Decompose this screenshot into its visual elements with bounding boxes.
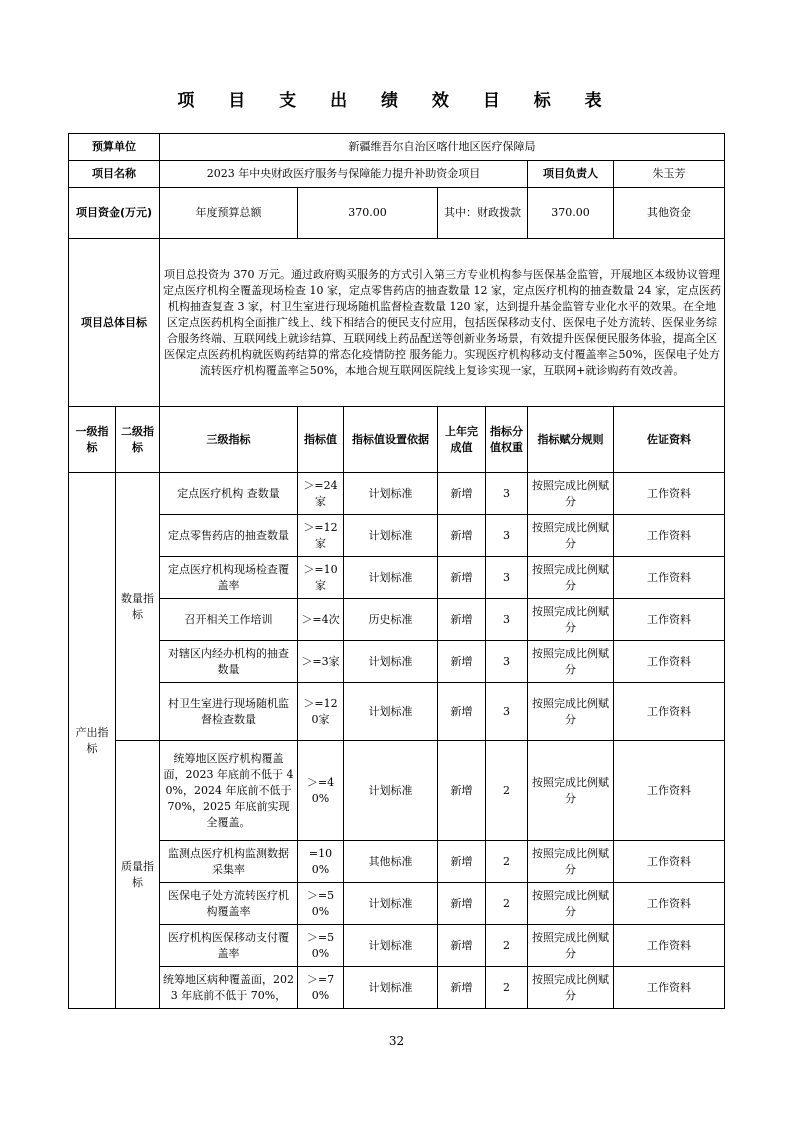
indicator-rule: 按照完成比例赋分 bbox=[528, 967, 614, 1009]
performance-goal-table bbox=[68, 133, 725, 1009]
indicator-weight: 3 bbox=[486, 473, 528, 515]
indicator-value: ＞=4次 bbox=[298, 599, 344, 641]
indicator-weight: 2 bbox=[486, 967, 528, 1009]
overall-goal-row bbox=[69, 239, 725, 407]
indicator-value: ＞=3家 bbox=[298, 641, 344, 683]
indicator-rule: 按照完成比例赋分 bbox=[528, 515, 614, 557]
table-row bbox=[69, 641, 725, 683]
other-funds-label: 其他资金 bbox=[614, 188, 725, 239]
project-name-row bbox=[69, 161, 725, 188]
indicator-weight: 3 bbox=[486, 515, 528, 557]
indicator-value: ＞=10家 bbox=[298, 557, 344, 599]
indicator-rule: 按照完成比例赋分 bbox=[528, 841, 614, 883]
indicator-weight: 2 bbox=[486, 741, 528, 841]
table-row bbox=[69, 925, 725, 967]
header-last-year: 上年完成值 bbox=[438, 407, 486, 473]
indicator-value: ＞=50% bbox=[298, 925, 344, 967]
indicator-last-year: 新增 bbox=[438, 841, 486, 883]
indicator-name: 定点医疗机构 查数量 bbox=[160, 473, 298, 515]
indicator-name: 统筹地区医疗机构覆盖面，2023 年底前不低于 40%，2024 年底前不低于 70%，2025 年底前实现全覆盖。 bbox=[160, 741, 298, 841]
header-scoring: 指标赋分规则 bbox=[528, 407, 614, 473]
indicator-evidence: 工作资料 bbox=[614, 925, 725, 967]
indicator-evidence: 工作资料 bbox=[614, 473, 725, 515]
indicator-name: 对辖区内经办机构的抽查数量 bbox=[160, 641, 298, 683]
indicator-basis: 计划标准 bbox=[344, 967, 438, 1009]
indicator-name: 监测点医疗机构监测数据采集率 bbox=[160, 841, 298, 883]
indicator-evidence: 工作资料 bbox=[614, 515, 725, 557]
annual-budget-value: 370.00 bbox=[298, 188, 438, 239]
indicator-last-year: 新增 bbox=[438, 557, 486, 599]
indicator-weight: 3 bbox=[486, 683, 528, 741]
indicator-evidence: 工作资料 bbox=[614, 599, 725, 641]
indicator-rule: 按照完成比例赋分 bbox=[528, 683, 614, 741]
fiscal-allocation-label: 其中：财政拨款 bbox=[438, 188, 528, 239]
indicator-last-year: 新增 bbox=[438, 925, 486, 967]
indicator-evidence: 工作资料 bbox=[614, 883, 725, 925]
indicator-last-year: 新增 bbox=[438, 515, 486, 557]
indicator-basis: 计划标准 bbox=[344, 683, 438, 741]
indicator-name: 统筹地区病种覆盖面，2023 年底前不低于 70%， bbox=[160, 967, 298, 1009]
indicator-name: 召开相关工作培训 bbox=[160, 599, 298, 641]
indicator-rule: 按照完成比例赋分 bbox=[528, 557, 614, 599]
header-evidence: 佐证资料 bbox=[614, 407, 725, 473]
fiscal-allocation-value: 370.00 bbox=[528, 188, 614, 239]
indicator-basis: 计划标准 bbox=[344, 641, 438, 683]
indicator-name: 医保电子处方流转医疗机构覆盖率 bbox=[160, 883, 298, 925]
table-row bbox=[69, 967, 725, 1009]
indicator-last-year: 新增 bbox=[438, 473, 486, 515]
indicator-weight: 2 bbox=[486, 883, 528, 925]
indicator-basis: 计划标准 bbox=[344, 925, 438, 967]
table-row bbox=[69, 515, 725, 557]
header-level3: 三级指标 bbox=[160, 407, 298, 473]
indicator-rule: 按照完成比例赋分 bbox=[528, 641, 614, 683]
indicator-value: ＞=120家 bbox=[298, 683, 344, 741]
header-value: 指标值 bbox=[298, 407, 344, 473]
indicator-last-year: 新增 bbox=[438, 641, 486, 683]
indicator-value: ＞=40% bbox=[298, 741, 344, 841]
indicator-value: ＞=24家 bbox=[298, 473, 344, 515]
indicator-basis: 计划标准 bbox=[344, 741, 438, 841]
indicator-weight: 3 bbox=[486, 641, 528, 683]
indicator-value: ＞=12家 bbox=[298, 515, 344, 557]
indicator-basis: 其他标准 bbox=[344, 841, 438, 883]
budget-unit-label: 预算单位 bbox=[69, 134, 160, 161]
indicator-rule: 按照完成比例赋分 bbox=[528, 883, 614, 925]
indicator-evidence: 工作资料 bbox=[614, 841, 725, 883]
header-level2: 二级指标 bbox=[116, 407, 160, 473]
indicator-evidence: 工作资料 bbox=[614, 967, 725, 1009]
indicator-basis: 历史标准 bbox=[344, 599, 438, 641]
table-row bbox=[69, 473, 725, 515]
indicator-name: 定点零售药店的抽查数量 bbox=[160, 515, 298, 557]
indicator-basis: 计划标准 bbox=[344, 883, 438, 925]
indicator-rule: 按照完成比例赋分 bbox=[528, 599, 614, 641]
overall-goal-label: 项目总体目标 bbox=[69, 239, 160, 407]
indicator-last-year: 新增 bbox=[438, 683, 486, 741]
table-row bbox=[69, 599, 725, 641]
table-row bbox=[69, 741, 725, 841]
table-row bbox=[69, 883, 725, 925]
level2-quality-cell: 质量指标 bbox=[116, 741, 160, 1009]
project-name-label: 项目名称 bbox=[69, 161, 160, 188]
indicator-header-row bbox=[69, 407, 725, 473]
indicator-rule: 按照完成比例赋分 bbox=[528, 473, 614, 515]
project-funds-row bbox=[69, 188, 725, 239]
header-weight: 指标分值权重 bbox=[486, 407, 528, 473]
level1-output-cell: 产出指标 bbox=[69, 473, 116, 1009]
indicator-weight: 3 bbox=[486, 599, 528, 641]
indicator-rule: 按照完成比例赋分 bbox=[528, 925, 614, 967]
indicator-value: ＞=70% bbox=[298, 967, 344, 1009]
indicator-weight: 2 bbox=[486, 925, 528, 967]
header-level1: 一级指标 bbox=[69, 407, 116, 473]
indicator-name: 定点医疗机构现场检查覆盖率 bbox=[160, 557, 298, 599]
indicator-last-year: 新增 bbox=[438, 741, 486, 841]
indicator-weight: 2 bbox=[486, 841, 528, 883]
indicator-weight: 3 bbox=[486, 557, 528, 599]
indicator-basis: 计划标准 bbox=[344, 515, 438, 557]
project-funds-label: 项目资金(万元) bbox=[69, 188, 160, 239]
indicator-evidence: 工作资料 bbox=[614, 641, 725, 683]
table-row bbox=[69, 841, 725, 883]
page-number: 32 bbox=[388, 1034, 405, 1048]
indicator-value: ＞=50% bbox=[298, 883, 344, 925]
project-name-value: 2023 年中央财政医疗服务与保障能力提升补助资金项目 bbox=[160, 161, 528, 188]
indicator-last-year: 新增 bbox=[438, 967, 486, 1009]
indicator-value: =100% bbox=[298, 841, 344, 883]
overall-goal-text: 项目总投资为 370 万元。通过政府购买服务的方式引入第三方专业机构参与医保基金监管，开展地区本级协议管理定点医疗机构全覆盖现场检查 10 家，定点零售药店的抽查数量 12 家，定点医疗机构的抽查数量 24 家，定点医药机构抽查复查 3 家，村卫生室进行现场随机监督检查数量 120 家，达到提升基金监管专业化水平的效果。在全地区定点医药机构全面推广线上、线下相结合的便民支付应用，包括医保移动支付、医保电子处方流转、医保业务综合服务终端、互联网线上就诊结算、互联网线上药品配送等创新业务场景，有效提升医保便民服务体验，提高全区医保定点医药机构就医购药结算的常态化疫情防控 服务能力。实现医疗机构移动支付覆盖率≧50%，医保电子处方流转医疗机构覆盖率≧50%，本地合规互联网医院线上复诊实现一家，互联网+就诊购药有效改善。 bbox=[160, 239, 725, 407]
indicator-basis: 计划标准 bbox=[344, 473, 438, 515]
indicator-name: 医疗机构医保移动支付覆盖率 bbox=[160, 925, 298, 967]
page-title: 项 目 支 出 绩 效 目 标 表 bbox=[177, 91, 616, 111]
level2-quantity-cell: 数量指标 bbox=[116, 473, 160, 741]
budget-unit-value: 新疆维吾尔自治区喀什地区医疗保障局 bbox=[160, 134, 725, 161]
indicator-name: 村卫生室进行现场随机监督检查数量 bbox=[160, 683, 298, 741]
project-leader-label: 项目负责人 bbox=[528, 161, 614, 188]
budget-unit-row bbox=[69, 134, 725, 161]
indicator-evidence: 工作资料 bbox=[614, 557, 725, 599]
indicator-evidence: 工作资料 bbox=[614, 683, 725, 741]
table-row bbox=[69, 683, 725, 741]
indicator-rule: 按照完成比例赋分 bbox=[528, 741, 614, 841]
indicator-last-year: 新增 bbox=[438, 883, 486, 925]
header-basis: 指标值设置依据 bbox=[344, 407, 438, 473]
annual-budget-label: 年度预算总额 bbox=[160, 188, 298, 239]
project-leader-value: 朱玉芳 bbox=[614, 161, 725, 188]
indicator-last-year: 新增 bbox=[438, 599, 486, 641]
indicator-basis: 计划标准 bbox=[344, 557, 438, 599]
table-row bbox=[69, 557, 725, 599]
indicator-evidence: 工作资料 bbox=[614, 741, 725, 841]
